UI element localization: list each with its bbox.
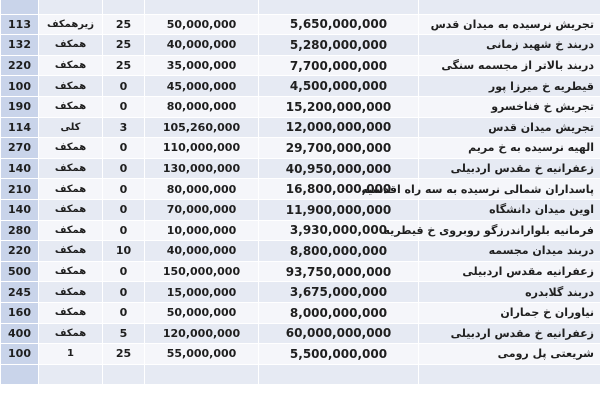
address-cell: تجریش نرسیده به میدان قدس (419, 14, 601, 35)
deposit-cell: 15,200,000,000 (259, 96, 419, 117)
area-cell: 245 (1, 282, 39, 303)
age-cell: 0 (103, 302, 145, 323)
rent-cell: 40,000,000 (145, 35, 259, 56)
age-cell: 0 (103, 158, 145, 179)
deposit-cell: 5,500,000,000 (259, 344, 419, 365)
table-row (1, 302, 601, 323)
age-cell: 0 (103, 76, 145, 97)
deposit-cell (259, 364, 419, 385)
deposit-cell: 93,750,000,000 (259, 261, 419, 282)
document-cell (39, 0, 103, 14)
deposit-cell: 40,950,000,000 (259, 158, 419, 179)
area-cell: 100 (1, 76, 39, 97)
age-cell: 0 (103, 282, 145, 303)
area-cell: 140 (1, 199, 39, 220)
area-cell: 190 (1, 96, 39, 117)
document-cell: همکف (39, 179, 103, 200)
address-cell (419, 0, 601, 14)
rent-cell: 130,000,000 (145, 158, 259, 179)
deposit-cell: 4,500,000,000 (259, 76, 419, 97)
age-cell: 0 (103, 179, 145, 200)
rent-cell: 40,000,000 (145, 241, 259, 262)
age-cell: 0 (103, 261, 145, 282)
deposit-cell: 7,700,000,000 (259, 55, 419, 76)
age-cell: 25 (103, 14, 145, 35)
rent-cell: 10,000,000 (145, 220, 259, 241)
area-cell: 280 (1, 220, 39, 241)
rent-cell: 50,000,000 (145, 14, 259, 35)
document-cell: همکف (39, 261, 103, 282)
deposit-cell: 8,000,000,000 (259, 302, 419, 323)
deposit-cell: 60,000,000,000 (259, 323, 419, 344)
rent-cell (145, 364, 259, 385)
address-cell: فرمانیه بلواراندرزگو روبروی خ قیطریه (419, 220, 601, 241)
table-row (1, 179, 601, 200)
address-cell: تجریش میدان قدس (419, 117, 601, 138)
address-cell: زعفرانیه خ مقدس اردبیلی (419, 323, 601, 344)
deposit-cell: 16,800,000,000 (259, 179, 419, 200)
table-row (1, 199, 601, 220)
area-cell: 132 (1, 35, 39, 56)
document-cell: همکف (39, 55, 103, 76)
area-cell (1, 364, 39, 385)
address-cell (419, 364, 601, 385)
deposit-cell: 3,930,000,000 (259, 220, 419, 241)
document-cell: زیرهمکف (39, 14, 103, 35)
age-cell (103, 364, 145, 385)
rent-cell: 55,000,000 (145, 344, 259, 365)
address-cell: تجریش خ فناخسرو (419, 96, 601, 117)
area-cell: 113 (1, 14, 39, 35)
deposit-cell: 12,000,000,000 (259, 117, 419, 138)
deposit-cell (259, 0, 419, 14)
table-row (1, 241, 601, 262)
rent-cell: 50,000,000 (145, 302, 259, 323)
area-cell: 210 (1, 179, 39, 200)
address-cell: دربند میدان مجسمه (419, 241, 601, 262)
document-cell: همکف (39, 35, 103, 56)
age-cell: 25 (103, 344, 145, 365)
rent-cell: 80,000,000 (145, 96, 259, 117)
table-row (1, 117, 601, 138)
document-cell: همکف (39, 76, 103, 97)
deposit-cell: 5,650,000,000 (259, 14, 419, 35)
rent-cell: 105,260,000 (145, 117, 259, 138)
age-cell: 0 (103, 220, 145, 241)
age-cell (103, 0, 145, 14)
rent-cell: 70,000,000 (145, 199, 259, 220)
table-row (1, 55, 601, 76)
table-row (1, 323, 601, 344)
table-row (1, 344, 601, 365)
address-cell: زعفرانیه خ مقدس اردبیلی (419, 158, 601, 179)
rent-cell: 110,000,000 (145, 138, 259, 159)
rent-cell: 120,000,000 (145, 323, 259, 344)
age-cell: 25 (103, 35, 145, 56)
table-row (1, 220, 601, 241)
table-row (1, 76, 601, 97)
table-row (1, 158, 601, 179)
area-cell: 100 (1, 344, 39, 365)
area-cell: 270 (1, 138, 39, 159)
area-cell: 160 (1, 302, 39, 323)
age-cell: 5 (103, 323, 145, 344)
document-cell: 1 (39, 344, 103, 365)
rent-cell: 80,000,000 (145, 179, 259, 200)
area-cell (1, 0, 39, 14)
table-row (1, 261, 601, 282)
area-cell: 220 (1, 241, 39, 262)
area-cell: 220 (1, 55, 39, 76)
document-cell: همکف (39, 158, 103, 179)
address-cell: دربند بالاتر از مجسمه سنگی (419, 55, 601, 76)
address-cell: قیطریه خ میرزا پور (419, 76, 601, 97)
rent-cell: 15,000,000 (145, 282, 259, 303)
table-row (1, 282, 601, 303)
document-cell: همکف (39, 323, 103, 344)
deposit-cell: 8,800,000,000 (259, 241, 419, 262)
area-cell: 114 (1, 117, 39, 138)
table-body (1, 0, 601, 385)
address-cell: اوین میدان دانشگاه (419, 199, 601, 220)
document-cell (39, 364, 103, 385)
deposit-cell: 11,900,000,000 (259, 199, 419, 220)
area-cell: 140 (1, 158, 39, 179)
address-cell: زعفرانیه مقدس اردبیلی (419, 261, 601, 282)
address-cell: نیاوران خ جماران (419, 302, 601, 323)
document-cell: همکف (39, 220, 103, 241)
document-cell: کلی (39, 117, 103, 138)
document-cell: همکف (39, 241, 103, 262)
rent-cell (145, 0, 259, 14)
rent-cell: 150,000,000 (145, 261, 259, 282)
document-cell: همکف (39, 199, 103, 220)
area-cell: 400 (1, 323, 39, 344)
deposit-cell: 3,675,000,000 (259, 282, 419, 303)
deposit-cell: 29,700,000,000 (259, 138, 419, 159)
table-row (1, 364, 601, 385)
table-row (1, 35, 601, 56)
rent-cell: 35,000,000 (145, 55, 259, 76)
deposit-cell: 5,280,000,000 (259, 35, 419, 56)
document-cell: همکف (39, 282, 103, 303)
area-cell: 500 (1, 261, 39, 282)
address-cell: شریعتی پل رومی (419, 344, 601, 365)
document-cell: همکف (39, 96, 103, 117)
address-cell: الهیه نرسیده به خ مریم (419, 138, 601, 159)
age-cell: 3 (103, 117, 145, 138)
address-cell: دربند گلابدره (419, 282, 601, 303)
document-cell: همکف (39, 138, 103, 159)
address-cell: پاسداران شمالی نرسیده به سه راه اقدسیه (419, 179, 601, 200)
rent-cell: 45,000,000 (145, 76, 259, 97)
table-row (1, 0, 601, 14)
address-cell: دربند خ شهید زمانی (419, 35, 601, 56)
table-row (1, 96, 601, 117)
table-row (1, 138, 601, 159)
age-cell: 25 (103, 55, 145, 76)
age-cell: 0 (103, 96, 145, 117)
age-cell: 0 (103, 199, 145, 220)
table-row (1, 14, 601, 35)
document-cell: همکف (39, 302, 103, 323)
age-cell: 0 (103, 138, 145, 159)
age-cell: 10 (103, 241, 145, 262)
